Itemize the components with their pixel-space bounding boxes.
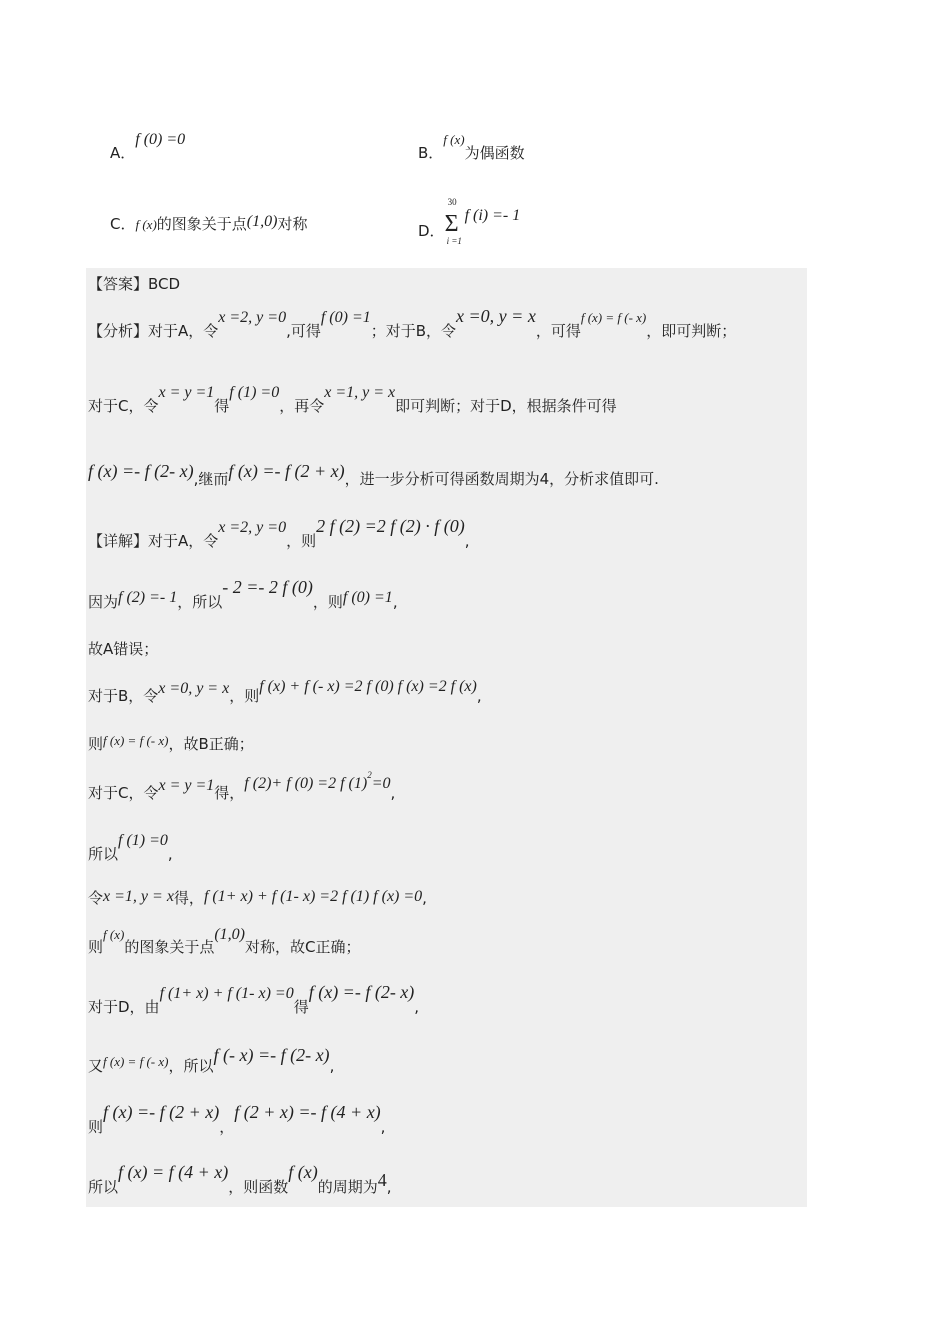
formula: x = y =1 <box>158 777 215 794</box>
formula: =0 <box>371 775 391 792</box>
text: , <box>386 1178 392 1196</box>
detail-line-10 <box>88 982 420 1017</box>
detail-line-12 <box>88 1102 386 1137</box>
sum-lower: i =1 <box>446 236 462 246</box>
formula: f (x) <box>288 1162 318 1182</box>
text: ，则 <box>312 593 343 611</box>
option-c <box>110 213 307 234</box>
text: 所以 <box>88 1178 119 1196</box>
text: 又 <box>88 1057 104 1075</box>
text: , <box>414 998 420 1016</box>
text: ，所以 <box>168 1057 214 1075</box>
option-d <box>418 197 521 246</box>
option-d-math: f (i) =- 1 <box>464 206 521 224</box>
text: 对于D，由 <box>88 998 160 1016</box>
formula: f (1) =0 <box>118 832 168 849</box>
option-c-math2: (1,0) <box>246 213 278 230</box>
text: ；对于B，令 <box>370 322 457 340</box>
text: 【分析】对于A，令 <box>88 322 219 340</box>
option-b-math: f (x) <box>443 132 465 147</box>
option-b-label: B． <box>418 144 444 162</box>
formula: x = y =1 <box>158 384 215 401</box>
answer-line <box>88 273 180 294</box>
answer-text: 【答案】BCD <box>88 275 181 293</box>
detail-line-7 <box>88 832 173 864</box>
detail-line-13 <box>88 1162 392 1197</box>
formula: f (x) =- f (2- x) <box>308 982 415 1002</box>
formula: f (0) =1 <box>320 309 371 326</box>
analysis-line-1 <box>88 306 737 341</box>
formula: x =0, y = x <box>158 680 230 697</box>
text: 得 <box>214 397 230 415</box>
analysis-line-2 <box>88 384 617 416</box>
formula: x =1, y = x <box>103 888 174 905</box>
text: ，则函数 <box>228 1178 289 1196</box>
text: 【详解】对于A，令 <box>88 532 219 550</box>
text: 得 <box>293 998 309 1016</box>
detail-line-9 <box>88 926 361 957</box>
formula: f (2)+ f (0) =2 f (1) <box>244 775 368 792</box>
detail-line-4 <box>88 678 482 706</box>
formula: f (1+ x) + f (1- x) =0 <box>159 985 294 1002</box>
formula: 2 f (2) =2 f (2) · f (0) <box>316 516 465 536</box>
detail-line-5 <box>88 733 254 754</box>
option-b <box>418 132 525 163</box>
detail-line-6 <box>88 770 396 803</box>
text: 则 <box>88 1118 104 1136</box>
text: ,可得 <box>286 322 321 340</box>
formula: f (x) = f (- x) <box>103 1054 169 1069</box>
detail-line-11 <box>88 1045 335 1076</box>
sum-symbol <box>444 197 465 246</box>
text: 令 <box>88 889 104 907</box>
text: ，则 <box>286 532 317 550</box>
formula: f (x) <box>103 927 125 942</box>
formula: f (0) =1 <box>342 589 393 606</box>
text: ，则 <box>229 687 260 705</box>
text: , <box>476 687 482 705</box>
text: 得， <box>214 784 245 802</box>
sum-upper: 30 <box>447 197 457 207</box>
text: ， <box>219 1118 235 1136</box>
detail-line-8 <box>88 887 427 908</box>
formula: (1,0) <box>214 926 245 943</box>
detail-line-1 <box>88 516 470 551</box>
text: ，即可判断； <box>646 322 737 340</box>
option-c-text2: 对称 <box>277 215 308 233</box>
option-c-label: C． <box>110 215 136 233</box>
text: ，再令 <box>279 397 325 415</box>
formula: f (x) =- f (2 + x) <box>228 461 345 481</box>
formula: f (x) =- f (2 + x) <box>103 1102 220 1122</box>
text: 即可判断；对于D，根据条件可得 <box>395 397 617 415</box>
text: 对于C，令 <box>88 397 159 415</box>
formula: x =2, y =0 <box>218 519 287 536</box>
option-c-math1: f (x) <box>135 217 157 232</box>
formula: f (- x) =- f (2- x) <box>213 1045 330 1065</box>
analysis-line-3 <box>88 461 659 489</box>
formula: 4 <box>377 1170 387 1190</box>
text: ，可得 <box>535 322 581 340</box>
formula: f (x) + f (- x) =2 f (0) f (x) =2 f (x) <box>259 678 477 695</box>
text: 因为 <box>88 593 119 611</box>
text: ，进一步分析可得函数周期为4，分析求值即可. <box>344 470 659 488</box>
formula: x =1, y = x <box>324 384 396 401</box>
option-a-label: A． <box>110 144 136 162</box>
option-c-text1: 的图象关于点 <box>156 215 247 233</box>
formula: f (1) =0 <box>229 384 280 401</box>
formula: - 2 =- 2 f (0) <box>222 577 313 597</box>
option-a <box>110 131 186 163</box>
text: , <box>392 593 398 611</box>
sigma-glyph: Σ <box>444 211 459 237</box>
option-b-text: 为偶函数 <box>464 144 525 162</box>
option-a-math: f (0) =0 <box>135 131 186 148</box>
formula: f (x) = f (4 + x) <box>118 1162 229 1182</box>
text: , <box>422 889 427 907</box>
text: 所以 <box>88 845 119 863</box>
text: 得， <box>173 889 204 907</box>
text: 对称，故C正确； <box>244 938 361 956</box>
text: , <box>390 784 396 802</box>
formula: f (2) =- 1 <box>118 589 178 606</box>
text: ，故B正确； <box>168 735 254 753</box>
text: 故A错误； <box>88 640 159 658</box>
text: , <box>167 845 173 863</box>
superscript: 2 <box>367 770 372 780</box>
text: ，所以 <box>177 593 223 611</box>
formula: f (x) = f (- x) <box>103 733 169 748</box>
formula: f (x) = f (- x) <box>580 310 647 325</box>
formula: x =2, y =0 <box>218 309 287 326</box>
text: , <box>464 532 470 550</box>
formula: x =0, y = x <box>456 306 536 326</box>
formula: f (2 + x) =- f (4 + x) <box>234 1102 381 1122</box>
detail-line-2 <box>88 577 398 612</box>
option-d-label: D． <box>418 221 445 240</box>
text: 则 <box>88 735 104 753</box>
text: 的周期为 <box>317 1178 378 1196</box>
text: 对于B，令 <box>88 687 159 705</box>
text: 则 <box>88 938 104 956</box>
detail-line-3 <box>88 638 158 659</box>
text: 对于C，令 <box>88 784 159 802</box>
text: , <box>329 1057 335 1075</box>
formula: f (x) =- f (2- x) <box>88 461 194 481</box>
text: , <box>380 1118 386 1136</box>
text: 的图象关于点 <box>124 938 215 956</box>
text: ,继而 <box>193 470 229 488</box>
formula: f (1+ x) + f (1- x) =2 f (1) f (x) =0 <box>203 888 423 905</box>
